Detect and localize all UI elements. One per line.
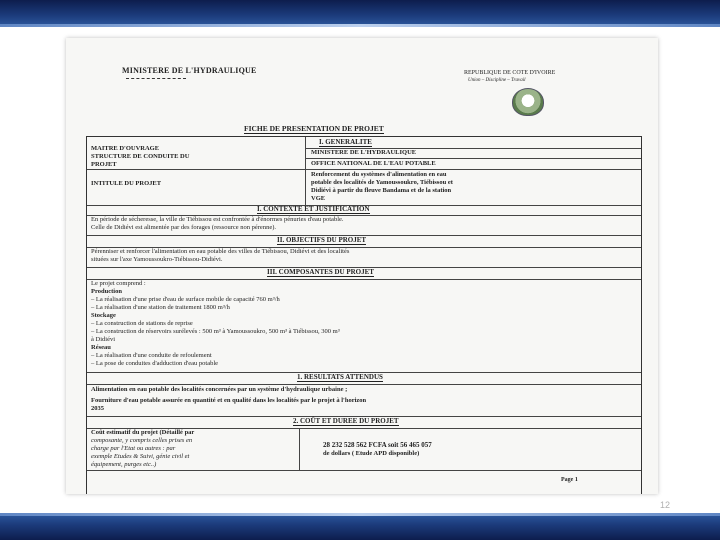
cost-label-line: Coût estimatif du projet (Détaillé par [91,429,195,436]
section-context-heading: I. CONTEXTE ET JUSTIFICATION [257,205,370,213]
top-band [0,0,720,27]
title-value-line-4: VGE [311,195,326,202]
title-value-line-1: Renforcement du systèmes d'alimentation en eau [311,171,447,178]
component-line: – La réalisation d'une prise d'eau de surface mobile de capacité 760 m³/h [91,296,280,303]
context-line-2: Celle de Didiévi est alimentée par des forages (ressource non pérenne). [91,224,276,231]
section-results-heading: 1. RESULTATS ATTENDUS [297,373,383,381]
structure-label-2: PROJET [91,161,117,168]
cost-label-line: équipement, purges etc..) [91,461,157,468]
component-line: Le projet comprend : [91,280,146,287]
national-motto: Union – Discipline – Travail [468,78,526,83]
slide-number: 12 [660,500,671,510]
cost-amount-2: de dollars ( Etude APD disponible) [323,450,420,457]
component-line: Stockage [91,312,116,319]
component-line: – La construction de stations de reprise [91,320,193,327]
owner-value: MINISTERE DE L'HYDRAULIQUE [311,149,417,156]
document-title: FICHE DE PRESENTATION DE PROJET [244,124,384,133]
component-line: à Didiévi [91,336,116,343]
republic-header: REPUBLIQUE DE COTE D'IVOIRE [464,70,556,76]
coat-of-arms-icon [512,88,544,116]
owner-label: MAITRE D'OUVRAGE [91,145,160,152]
ministry-rule [126,78,186,79]
section-objectives-heading: II. OBJECTIFS DU PROJET [277,236,367,244]
context-line-1: En période de sécheresse, la ville de Tiébissou est confrontée à d'énormes pénuries d'eau potable. [91,216,344,223]
page-number: Page 1 [561,477,578,483]
component-line: Réseau [91,344,111,351]
component-line: – La construction de réservoirs surélevés : 500 m³ à Yamoussoukro, 500 m³ à Tiébissou, 300 m³ [91,328,340,335]
results-line-1: Alimentation en eau potable des localités concernées par un système d'hydraulique urbaine ; [91,386,348,393]
title-value-line-2: potable des localités de Yamoussoukro, Tiébissou et [311,179,453,186]
project-form [86,136,642,494]
objectives-line-1: Pérenniser et renforcer l'alimentation en eau potable des villes de Tiébissou, Didiévi et des localités [91,248,350,255]
cost-amount: 28 232 528 562 FCFA soit 56 465 057 [323,441,432,449]
component-line: – La pose de conduites d'adduction d'eau potable [91,360,219,367]
section-components-heading: III. COMPOSANTES DU PROJET [267,268,374,276]
section-cost-heading: 2. COÛT ET DUREE DU PROJET [293,417,399,425]
cost-label-line: charge par l'Etat ou autres : par [91,445,176,452]
cost-column-divider [299,428,300,470]
bottom-band [0,513,720,540]
component-line: Production [91,288,122,295]
results-line-3: 2035 [91,405,104,412]
title-label: INTITULE DU PROJET [91,180,162,187]
title-value-line-3: Didiévi à partir du fleuve Bandama et de la station [311,187,452,194]
ministry-header: MINISTERE DE L'HYDRAULIQUE [122,66,257,75]
structure-value: OFFICE NATIONAL DE L'EAU POTABLE [311,160,436,167]
component-line: – La réalisation d'une conduite de refoulement [91,352,212,359]
results-line-2: Fourniture d'eau potable assurée en quantité et en qualité dans les localités par le projet à l'horizon [91,397,367,404]
section-general-heading: I. GENERALITE [319,138,372,146]
structure-label: STRUCTURE DE CONDUITE DU [91,153,190,160]
cost-label-line: composante, y compris celles prises en [91,437,193,444]
cost-label-line: exemple Etudes & Suivi, génie civil et [91,453,190,460]
objectives-line-2: situées sur l'axe Yamoussoukro-Tiébissou-Didiévi. [91,256,223,263]
scanned-document [66,38,658,494]
component-line: – La réalisation d'une station de traitement 1800 m³/h [91,304,230,311]
